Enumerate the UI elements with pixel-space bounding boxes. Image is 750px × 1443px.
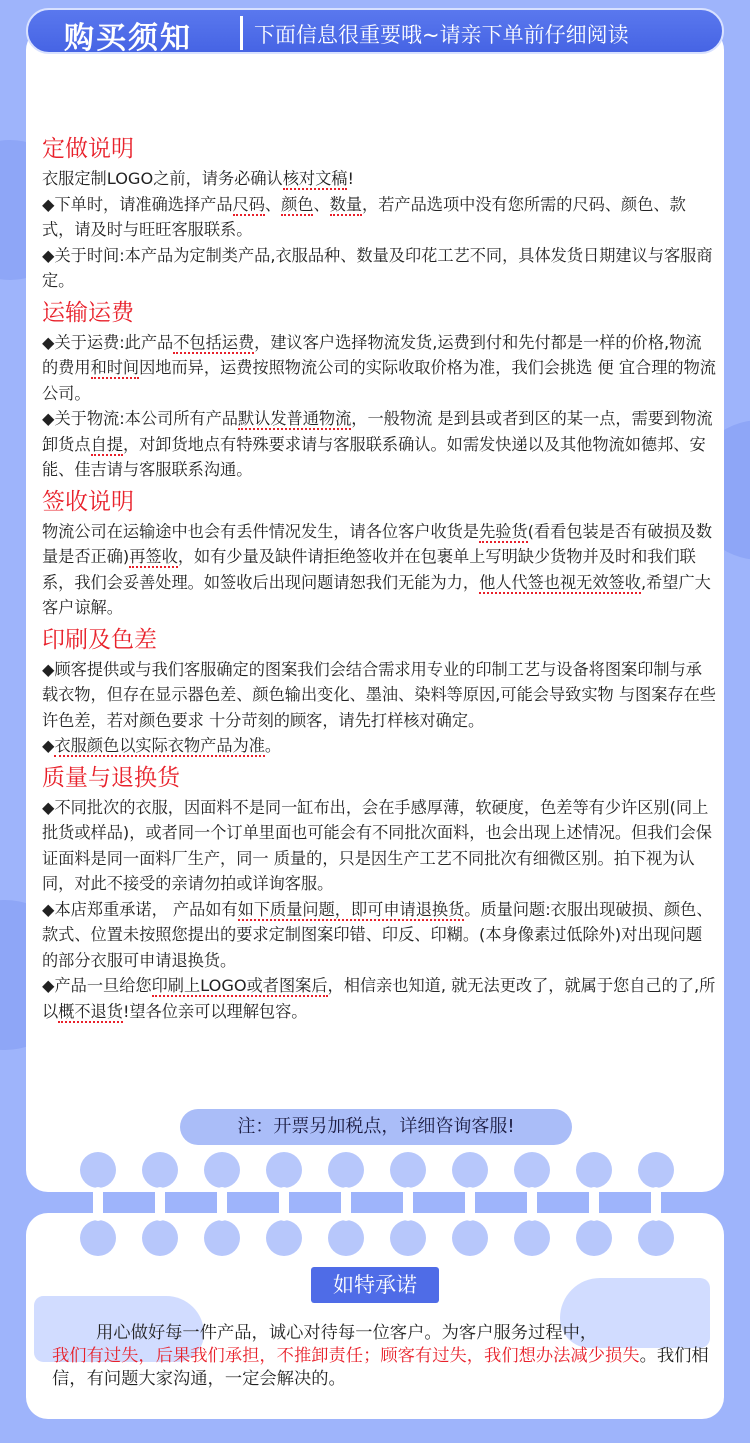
- printing-para-1: ◆顾客提供或与我们客服确定的图案我们会结合需求用专业的印制工艺与设备将图案印制与承载衣物，但存在显示器色差、颜色输出变化、墨油、染料等原因,可能会导致实物 与图案存在些许色差，若对颜色要求 十分苛刻的顾客，请先打样核对确定。: [42, 659, 716, 730]
- ring-bar: [217, 1187, 227, 1221]
- ring-bar: [279, 1187, 289, 1221]
- printing-para-2: ◆衣服颜色以实际衣物产品为准。: [42, 736, 282, 755]
- ring-hole: [514, 1152, 550, 1188]
- ring-hole: [266, 1152, 302, 1188]
- ring-hole: [266, 1220, 302, 1256]
- receipt-para-1: 物流公司在运输途中也会有丢件情况发生，请各位客户收货是先验货(看看包装是否有破损及数量是否正确)再签收，如有少量及缺件请拒绝签收并在包裹单上写明缺少货物并及时和我们联系，我们会妥善处理。如签收后出现问题请恕我们无能为力，他人代签也视无效签收,希望广大客户谅解。: [42, 521, 713, 617]
- ring-hole: [204, 1220, 240, 1256]
- ring-hole: [576, 1152, 612, 1188]
- ring-hole: [80, 1152, 116, 1188]
- ring-bar: [341, 1187, 351, 1221]
- shipping-para-1: ◆关于运费:此产品不包括运费，建议客户选择物流发货,运费到付和先付都是一样的价格,物流的费用和时间因地而异，运费按照物流公司的实际收取价格为准，我们会挑选 便 宜合理的物流公司。: [42, 332, 716, 403]
- ring-bar: [155, 1187, 165, 1221]
- promise-badge: 如特承诺: [311, 1267, 439, 1303]
- ring-bar: [527, 1187, 537, 1221]
- ring-bar: [465, 1187, 475, 1221]
- header-separator: [240, 16, 243, 50]
- promise-line-1: 用心做好每一件产品，诚心对待每一位客户。为客户服务过程中，: [96, 1323, 598, 1343]
- section-title-custom: 定做说明: [42, 136, 134, 162]
- header-subtitle: 下面信息很重要哦~请亲下单前仔细阅读: [254, 23, 629, 47]
- ring-hole: [328, 1220, 364, 1256]
- section-title-quality: 质量与退换货: [42, 764, 180, 791]
- ring-bar: [403, 1187, 413, 1221]
- section-title-printing: 印刷及色差: [42, 626, 157, 653]
- ring-hole: [390, 1152, 426, 1188]
- ring-hole: [328, 1152, 364, 1188]
- quality-para-3: ◆产品一旦给您印刷上LOGO或者图案后，相信亲也知道, 就无法更改了，就属于您自己的了,所以概不退货!望各位亲可以理解包容。: [42, 976, 716, 1021]
- ring-hole: [142, 1152, 178, 1188]
- ring-hole: [452, 1152, 488, 1188]
- custom-para-2: ◆下单时，请准确选择产品尺码、颜色、数量，若产品选项中没有您所需的尺码、颜色、款式，请及时与旺旺客服联系。: [42, 194, 686, 239]
- ring-bar: [589, 1187, 599, 1221]
- notice-content: [42, 130, 717, 1024]
- ring-hole: [80, 1220, 116, 1256]
- ring-hole: [638, 1152, 674, 1188]
- notice-header: [26, 8, 724, 54]
- invoice-note: 注：开票另加税点，详细咨询客服!: [180, 1109, 572, 1145]
- promise-text: [52, 1322, 714, 1391]
- ring-hole: [638, 1220, 674, 1256]
- ring-hole: [142, 1220, 178, 1256]
- ring-hole: [452, 1220, 488, 1256]
- section-title-shipping: 运输运费: [42, 299, 134, 326]
- custom-para-3: ◆关于时间:本产品为定制类产品,衣服品种、数量及印花工艺不同，具体发货日期建议与客服商定。: [42, 245, 713, 290]
- shipping-para-2: ◆关于物流:本公司所有产品默认发普通物流，一般物流 是到县或者到区的某一点，需要到物流卸货点自提，对卸货地点有特殊要求请与客服联系确认。如需发快递以及其他物流如德邦、安能、佳吉请与客服联系沟通。: [42, 409, 713, 479]
- custom-para-1: 衣服定制LOGO之前，请务必确认核对文稿!: [42, 169, 354, 188]
- section-title-receipt: 签收说明: [42, 488, 134, 515]
- header-title: 购买须知: [64, 21, 192, 56]
- ring-hole: [514, 1220, 550, 1256]
- promise-line-2: 我们有过失，后果我们承担，不推卸责任；顾客有过失，我们想办法减少损失。我们相信，有问题大家沟通，一定会解决的。: [52, 1346, 709, 1389]
- quality-para-2: ◆本店郑重承诺， 产品如有如下质量问题，即可申请退换货。质量问题:衣服出现破损、颜色、款式、位置未按照您提出的要求定制图案印错、印反、印糊。(本身像素过低除外)对出现问题的部分衣服可申请退换货。: [42, 899, 713, 970]
- ring-bar: [651, 1187, 661, 1221]
- ring-hole: [390, 1220, 426, 1256]
- quality-para-1: ◆不同批次的衣服，因面料不是同一缸布出，会在手感厚薄，软硬度，色差等有少许区别(同上批货或样品)，或者同一个订单里面也可能会有不同批次面料，也会出现上述情况。但我们会保证面料是同一面料厂生产，同一 质量的，只是因生产工艺不同批次有细微区别。拍下视为认同，对此不接受的亲请勿拍或详询客服。: [42, 797, 712, 893]
- ring-hole: [204, 1152, 240, 1188]
- ring-bar: [93, 1187, 103, 1221]
- ring-hole: [576, 1220, 612, 1256]
